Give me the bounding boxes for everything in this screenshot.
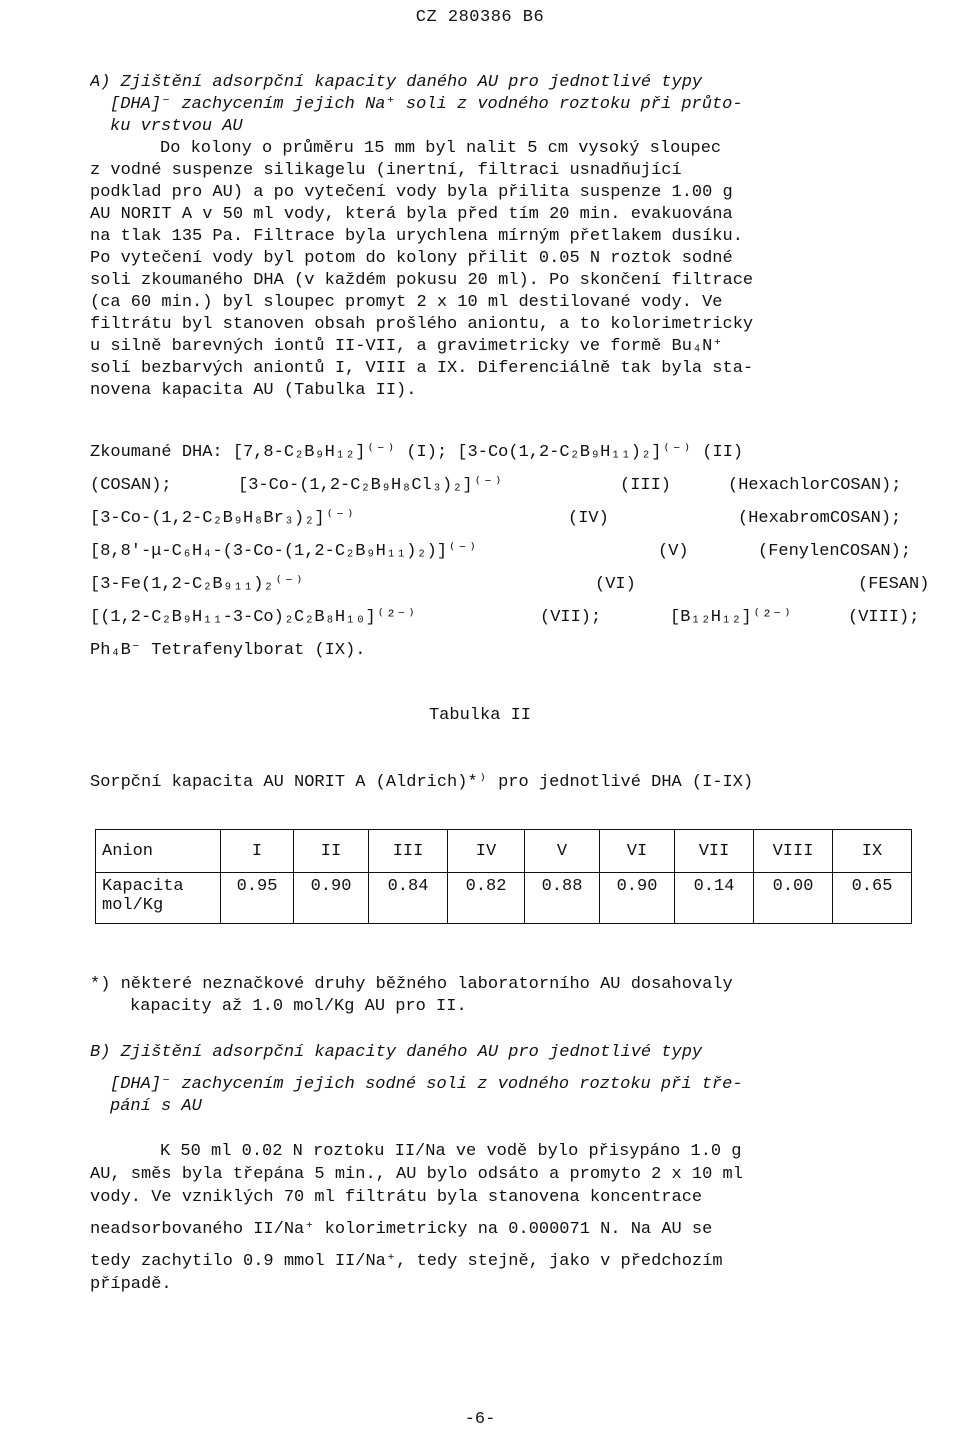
- table-cell: 0.90: [294, 873, 369, 924]
- dha-entry: (HexachlorCOSAN);: [728, 476, 902, 495]
- table-row-label: [96, 873, 221, 924]
- dha-line: [90, 568, 950, 601]
- dha-entry: [B₁₂H₁₂]⁽²⁻⁾: [670, 608, 793, 627]
- table-header-row: [96, 830, 912, 873]
- footnote-line: *) některé neznačkové druhy běžného laboratorního AU dosahovaly: [90, 975, 733, 994]
- body-line: vody. Ve vzniklých 70 ml filtrátu byla stanovena koncentrace: [90, 1188, 703, 1207]
- table-header-cell: IV: [448, 830, 525, 873]
- section-b-title-line: B) Zjištění adsorpční kapacity daného AU pro jednotlivé typy: [90, 1043, 703, 1062]
- body-line: podklad pro AU) a po vytečení vody byla přilita suspenze 1.00 g: [90, 183, 733, 202]
- section-a-title-line: A) Zjištění adsorpční kapacity daného AU pro jednotlivé typy: [90, 73, 703, 92]
- dha-line: [90, 535, 950, 568]
- body-line: Po vytečení vody byl potom do kolony přilit 0.05 N roztok sodné: [90, 249, 733, 268]
- dha-entry: (FESAN): [858, 575, 930, 594]
- row-label-line: Kapacita: [102, 877, 184, 896]
- dha-entry: (FenylenCOSAN);: [758, 542, 912, 561]
- dha-entry: [3-Co-(1,2-C₂B₉H₈Cl₃)₂]⁽⁻⁾: [238, 476, 504, 495]
- table-cell: 0.84: [369, 873, 448, 924]
- dha-entry: Zkoumané DHA: [7,8-C₂B₉H₁₂]⁽⁻⁾ (I); [3-Co(1,2-C₂B₉H₁₁)₂]⁽⁻⁾ (II): [90, 443, 744, 462]
- table-header-cell: VIII: [754, 830, 833, 873]
- table-cell: 0.88: [525, 873, 600, 924]
- section-a-body: [90, 138, 950, 402]
- footnote: [90, 974, 950, 1018]
- body-line: filtrátu byl stanoven obsah prošlého aniontu, a to kolorimetricky: [90, 315, 754, 334]
- body-line: novena kapacita AU (Tabulka II).: [90, 381, 417, 400]
- table-header-cell: II: [294, 830, 369, 873]
- body-line: tedy zachytilo 0.9 mmol II/Na⁺, tedy stejně, jako v předchozím: [90, 1252, 723, 1271]
- dha-line: [90, 436, 950, 469]
- table-header-cell: IX: [833, 830, 912, 873]
- dha-entry: (COSAN);: [90, 476, 172, 495]
- table-header-cell: III: [369, 830, 448, 873]
- table-row: [96, 873, 912, 924]
- body-line: případě.: [90, 1275, 172, 1294]
- dha-entry: (VIII);: [848, 608, 920, 627]
- table-header-cell: V: [525, 830, 600, 873]
- body-line: z vodné suspenze silikagelu (inertní, filtraci usnadňující: [90, 161, 682, 180]
- table-cell: 0.00: [754, 873, 833, 924]
- section-b-title-line: pání s AU: [110, 1097, 202, 1116]
- body-line: neadsorbovaného II/Na⁺ kolorimetricky na 0.000071 N. Na AU se: [90, 1220, 713, 1239]
- dha-entry: [8,8'-μ-C₆H₄-(3-Co-(1,2-C₂B₉H₁₁)₂)]⁽⁻⁾: [90, 542, 478, 561]
- dha-list: [90, 436, 950, 667]
- dha-entry: [3-Co-(1,2-C₂B₉H₈Br₃)₂]⁽⁻⁾: [90, 509, 356, 528]
- table-cell: 0.14: [675, 873, 754, 924]
- dha-entry: (V): [658, 542, 689, 561]
- dha-entry: [3-Fe(1,2-C₂B₉₁₁)₂⁽⁻⁾: [90, 575, 305, 594]
- dha-line: [90, 469, 950, 502]
- section-b-body: [90, 1140, 950, 1296]
- table-cell: 0.65: [833, 873, 912, 924]
- table-title: Sorpční kapacita AU NORIT A (Aldrich)*⁾ pro jednotlivé DHA (I-IX): [90, 773, 754, 792]
- body-line: (ca 60 min.) byl sloupec promyt 2 x 10 ml destilované vody. Ve: [90, 293, 723, 312]
- dha-line: [90, 634, 950, 667]
- dha-entry: (VI): [595, 575, 636, 594]
- body-line: solí bezbarvých aniontů I, VIII a IX. Diferenciálně tak byla sta-: [90, 359, 754, 378]
- table-caption: Tabulka II: [428, 706, 532, 725]
- dha-entry: Ph₄B⁻ Tetrafenylborat (IX).: [90, 641, 366, 660]
- table-cell: 0.95: [221, 873, 294, 924]
- section-a-title-line: ku vrstvou AU: [110, 117, 243, 136]
- dha-entry: (III): [620, 476, 672, 495]
- body-line: AU, směs byla třepána 5 min., AU bylo odsáto a promyto 2 x 10 ml: [90, 1165, 743, 1184]
- body-line: AU NORIT A v 50 ml vody, která byla před tím 20 min. evakuována: [90, 205, 733, 224]
- dha-line: [90, 502, 950, 535]
- section-a-title: [90, 72, 950, 138]
- body-line: Do kolony o průměru 15 mm byl nalit 5 cm vysoký sloupec: [160, 139, 722, 158]
- row-label-line: mol/Kg: [102, 896, 164, 915]
- table-header-cell: Anion: [96, 830, 221, 873]
- body-line: na tlak 135 Pa. Filtrace byla urychlena mírným přetlakem dusíku.: [90, 227, 743, 246]
- capacity-table: [95, 829, 912, 924]
- table-cell: 0.82: [448, 873, 525, 924]
- table-header-cell: VII: [675, 830, 754, 873]
- patent-number-header: CZ 280386 B6: [415, 8, 545, 27]
- section-b-title: [90, 1042, 950, 1118]
- dha-entry: [(1,2-C₂B₉H₁₁-3-Co)₂C₂B₈H₁₀]⁽²⁻⁾: [90, 608, 417, 627]
- section-a-title-line: [DHA]⁻ zachycením jejich Na⁺ soli z vodného roztoku při průto-: [110, 95, 743, 114]
- body-line: u silně barevných iontů II-VII, a gravimetricky ve formě Bu₄N⁺: [90, 337, 723, 356]
- dha-line: [90, 601, 950, 634]
- table-header-cell: VI: [600, 830, 675, 873]
- dha-entry: (HexabromCOSAN);: [738, 509, 902, 528]
- page-number: -6-: [464, 1410, 496, 1429]
- dha-entry: (VII);: [540, 608, 602, 627]
- body-line: soli zkoumaného DHA (v každém pokusu 20 ml). Po skončení filtrace: [90, 271, 754, 290]
- table-header-cell: I: [221, 830, 294, 873]
- body-line: K 50 ml 0.02 N roztoku II/Na ve vodě bylo přisypáno 1.0 g: [160, 1142, 742, 1161]
- footnote-line: kapacity až 1.0 mol/Kg AU pro II.: [130, 997, 467, 1016]
- table-cell: 0.90: [600, 873, 675, 924]
- dha-entry: (IV): [568, 509, 609, 528]
- section-b-title-line: [DHA]⁻ zachycením jejich sodné soli z vodného roztoku při tře-: [110, 1075, 743, 1094]
